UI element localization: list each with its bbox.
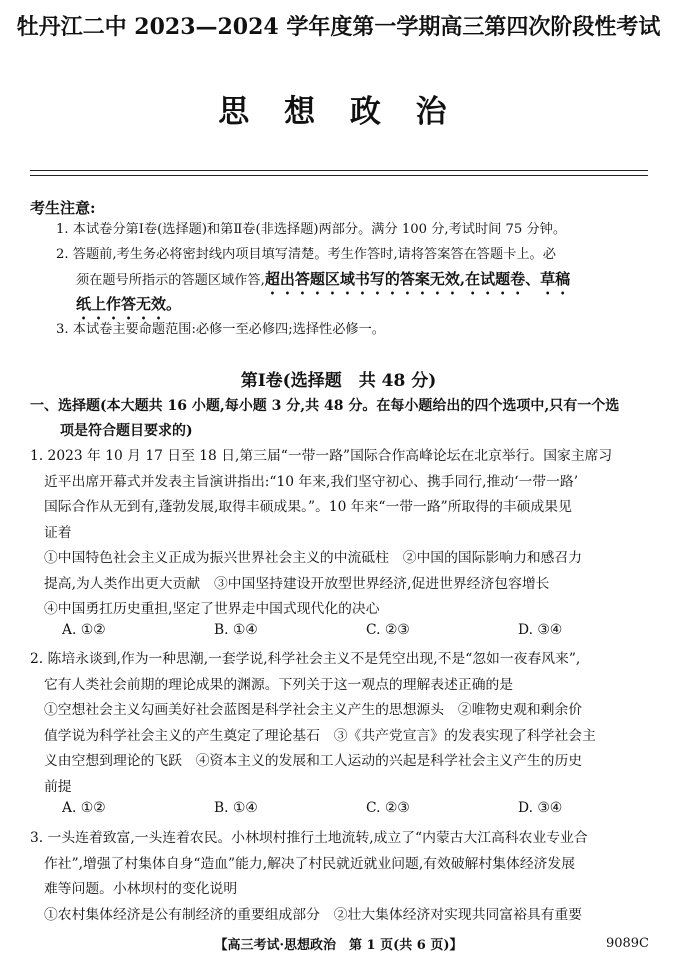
exam-title: 牡丹江二中 2023—2024 学年度第一学期高三第四次阶段性考试	[16, 14, 661, 40]
subject-title: 思 想 政 治	[218, 94, 459, 130]
q3-line: 难等问题。小林坝村的变化说明	[44, 881, 238, 897]
note-2-text: 须在题号所指示的答题区域作答,	[76, 273, 265, 288]
q1-line: 1. 2023 年 10 月 17 日至 18 日,第三届“一带一路”国际合作高峰论坛在北京举行。国家主席习	[30, 448, 613, 464]
section-title: 第Ⅰ卷(选择题 共 48 分)	[240, 371, 437, 391]
q1-option-a: A. ①②	[62, 622, 106, 638]
q1-line: 国际合作从无到有,蓬勃发展,取得丰硕成果。”。10 年来“一带一路”所取得的丰硕成果见	[44, 499, 572, 515]
q2-line: 前提	[44, 778, 72, 795]
q2-option-a: A. ①②	[62, 800, 106, 816]
note-2-period: 。	[166, 295, 182, 313]
q3-line: 作社”,增强了村集体自身“造血”能力,解决了村民就近就业问题,有效破解村集体经济发展	[44, 855, 576, 872]
q3-line: 3. 一头连着致富,一头连着农民。小林坝村推行土地流转,成立了“内蒙古大江高科农业专业合	[30, 830, 588, 846]
q1-options	[62, 622, 622, 646]
q2-option-d: D. ③④	[518, 800, 563, 816]
note-2-emphasis: 超出答题区域书写的答案无效	[264, 270, 460, 288]
q1-line: 近平出席开幕式并发表主旨演讲指出:“10 年来,我们坚守初心、携手同行,推动‘一带一路’	[44, 473, 579, 490]
q1-line: 提高,为人类作出更大贡献 ③中国坚持建设开放型世界经济,促进世界经济包容增长	[44, 575, 550, 592]
question-2	[30, 647, 652, 800]
question-3	[30, 826, 652, 928]
question-1	[30, 444, 652, 623]
divider-line	[30, 175, 648, 176]
q1-line: ①中国特色社会主义正成为振兴世界社会主义的中流砥柱 ②中国的国际影响力和感召力	[44, 550, 583, 566]
q2-options	[62, 800, 622, 824]
q2-line: ①空想社会主义勾画美好社会蓝图是科学社会主义产生的思想源头 ②唯物史观和剩余价	[44, 702, 583, 718]
note-1: 1. 本试卷分第Ⅰ卷(选择题)和第Ⅱ卷(非选择题)两部分。满分 100 分,考试时间 75 分钟。	[56, 222, 567, 237]
q1-option-d: D. ③④	[518, 622, 563, 638]
exam-code: 9089C	[605, 936, 649, 951]
page-footer: 【高三考试·思想政治 第 1 页(共 6 页)】	[214, 938, 463, 953]
divider-line	[30, 170, 648, 171]
note-2-emphasis-2: 在试题卷、草稿	[465, 270, 571, 288]
q1-option-b: B. ①④	[214, 622, 258, 638]
q1-option-c: C. ②③	[366, 622, 410, 638]
note-2-line-1: 2. 答题前,考生务必将密封线内项目填写清楚。考生作答时,请将答案答在答题卡上。必	[56, 247, 556, 262]
notes-heading: 考生注意:	[30, 199, 96, 217]
q2-line: 它有人类社会前期的理论成果的渊源。下列关于这一观点的理解表述正确的是	[44, 676, 514, 693]
q2-option-c: C. ②③	[366, 800, 410, 816]
q2-line: 义由空想到理论的飞跃 ④资本主义的发展和工人运动的兴起是科学社会主义产生的历史	[44, 753, 583, 769]
part-instruction-1: 一、选择题(本大题共 16 小题,每小题 3 分,共 48 分。在每小题给出的四个选项中,只有一个选	[30, 398, 620, 414]
q1-line: 证着	[44, 524, 72, 541]
q2-line: 2. 陈培永谈到,作为一种思潮,一套学说,科学社会主义不是凭空出现,不是“忽如一夜春风来”,	[30, 651, 581, 667]
part-instruction-2: 项是符合题目要求的)	[60, 423, 193, 439]
q3-line: ①农村集体经济是公有制经济的重要组成部分 ②壮大集体经济对实现共同富裕具有重要	[44, 906, 583, 923]
note-2-comma: ,	[459, 270, 466, 288]
q2-line: 值学说为科学社会主义的产生奠定了理论基石 ③《共产党宣言》的发表实现了科学社会主	[44, 727, 596, 744]
note-3: 3. 本试卷主要命题范围:必修一至必修四;选择性必修一。	[56, 322, 385, 337]
q1-line: ④中国勇扛历史重担,坚定了世界走中国式现代化的决心	[44, 601, 380, 617]
q2-option-b: B. ①④	[214, 800, 258, 816]
note-2-emphasis-3: 纸上作答无效	[76, 295, 167, 313]
